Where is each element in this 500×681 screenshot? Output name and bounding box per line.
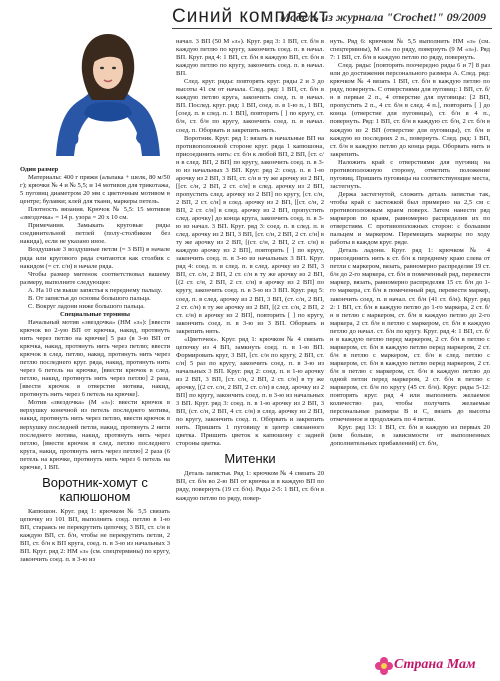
paragraph: Деталь ладони. Круг. ряд 1: крючком № 4 присоединить нить к ст. б/н к переднему краю слева от петли с маркером, вязать, равномерно распределяя 19 ст. б/н до 2-го маркера, ст. б/н в помеченный ряд, перевести маркер, вязать, равномерно распределяя 15 ст. б/н до 1-го маркера, ст. б/н в помеченный ряд, перевести маркер, закончить соед. п. в начал. ст. б/н (41 ст. б/н). Круг. ряд 2: 1 ВП, ст. б/н в каждую петлю до 1-го маркера, 2 ст. б/н в петлю с маркером, ст. б/н в каждую петлю до 2-го маркера, 2 ст. б/н в петлю с маркером, ст. б/н в каждую петлю до начал. ст. б/н по кругу. Круг. ряд 4: 1 ВП, ст. б/н в каждую петлю перед маркером, 2 ст. б/н в петлю с маркером, ст. б/н в каждую петлю перед маркером, 2 ст. б/н в петлю с маркером, ст. б/н в след. петлю с маркером, ст. б/н в каждую петлю перед маркером, 2 ст. б/н в петлю с маркером, ст. б/н в каждую петлю до одной петли перед маркером, 2 ст. б/н в петлю с маркером, ст. б/н по кругу (45 ст. б/н). Круг. ряды 5-12: повторять круг. ряд 4 или выполнить желаемое количество раз, чтобы получить желаемые персональные размеры В и С, вязать до высоты отмеченное и продолжать по 4 петли.	[330, 247, 490, 424]
text-column-1	[20, 166, 170, 676]
paragraph: Круг. ряд 13: 1 ВП, ст. б/н в каждую из первых 20 (или больше, в зависимости от выполненных дополнительных прибавлений) ст. б/н,	[330, 424, 490, 448]
paragraph: Мотив «звездочка» (М «з»): ввести крючок в верхушку конечной из петель последнего мотива, накид, протянуть нить через петлю, ввести крючок в верхушку последней петли, накид, протянуть 2 нити последнего мотива, накид, протянуть нить через петлю, [ввести крючок в след. петлю последнего круга, накид, протянуть нить через петлю] 2 раза (6 петель на крючке, протянуть нить через 6 петель на крючке, 1 ВП.	[20, 399, 170, 471]
watermark-text: Страна Мам	[394, 657, 476, 672]
paragraph: Плотность вязания. Крючок № 5,5: 15 мотивов «звездочка» = 14 р. узора = 20 х 10 см.	[20, 206, 170, 222]
section-heading-collar: Воротник-хомут с капюшоном	[42, 474, 148, 504]
paragraph: начал. 3 ВП (50 М «з»). Круг. ряд 3: 1 ВП, ст. б/н в каждую петлю по кругу, закончить соед. п. в начал. ВП. Круг. ряд 4: 1 ВП, ст. б/н в каждую ВП, ст. б/н в каждую петлю по кругу, закончить соед. п. в начал. ВП.	[176, 38, 324, 78]
paragraph: В. От запястья до основы большого пальца.	[28, 294, 151, 302]
paragraph: С. Вокруг ладони ниже большого пальца.	[28, 302, 145, 310]
page-title: Синий комплект	[172, 6, 329, 27]
model-photo	[34, 28, 172, 156]
paragraph: Деталь запястья. Ряд 1: крючком № 4 связать 20 ВП, ст. б/н во 2-ю ВП от крючка и в каждую ВП по ряду, повернуть (19 ст. б/н). Ряды 2-5: 1 ВП, ст. б/н в каждую петлю по ряду, повер-	[176, 470, 324, 502]
paragraph: Примечания. Замыкать круговые ряды соединительной петлей (полу-столбиком без накида), если не указано иное.	[20, 222, 170, 246]
paragraph: «Цветочек». Круг. ряд 1: крючком № 4 связать цепочку из 4 ВП, замкнуть соед. п. в 1-ю ВП. Формировать круг, 3 ВП, [ст. с/н по кругу, 2 ВП, ст. с/н] 5 раз по кругу, закончить соед. п. в 3-ю из начальных 3 ВП. Круг. ряд 2: соед. п. в 1-ю арочку из 2 ВП, 3 ВП, [ст. с/н, 2 ВП, 2 ст. с/н] в ту же арочку, [(2 ст. с/н, 2 ВП, 2 ст. с/н) в след. арочку из 2 ВП] по кругу, закончить соед. п. в 3-ю из начальных 3 ВП. Круг. ряд 3: соед. п. в 1-ю арочку из 2 ВП, 3 ВП, (ст. с/н, 2 ВП, 4 ст. с/н) в след. арочку из 2 ВП, по кругу, закончить соед. п. Оборвать и закрепить нить. Пришить 1 пуговицу в центр связанного цветка. Пришить цветок к капюшону с задней стороны цветка.	[176, 335, 324, 448]
paragraph: Чтобы размер митенок соответствовал вашему размеру, выполните следующее:	[20, 270, 170, 286]
section-heading-mittens: Митенки	[224, 451, 276, 467]
special-terms-heading: Специальные термины	[59, 310, 131, 318]
text-column-2	[176, 38, 324, 676]
paragraph: След. ряды: [повторять поочередно ряды 6 и 7] 8 раз или до достижения персонального размера А. След. ряд: крючком № 4 вязать 1 ВП, ст. б/н в каждую петлю по ряду, повернуть. С отверстиями для пуговиц: 1 ВП, ст. б/н в первые 2 п., 4 отверстие для пуговицы: [2 ВП, пропустить 2 п., 4 ст. б/н в след. 4 п.], повторить [ ] до конца (отверстие для пуговицы), ст. б/н в 4 п., повернуть. Ряд: 1 ВП, ст. б/н в каждую ст. б/н, 2 ст. б/н в каждую из 2 ВП (отверстие для пуговицы), ст. б/н в каждую из последних 2 п., повернуть. След. ряд: 1 ВП, ст. б/н в каждую петлю до конца ряда. Оборвать нить и закрепить.	[330, 62, 490, 158]
site-watermark	[372, 654, 496, 678]
header-rule	[172, 28, 492, 29]
paragraph: Воротник. Круг. ряд 1: вязать в начальные ВП на противоположной стороне круг. ряда 1 капюшона, присоединить нить: ст. б/н к любой ВП, 2 ВП, [ст. с/н в след. ВП, 2 ВП] по кругу, закончить соед. п. в 3-ю из начальных 3 ВП. Круг. ряд 2: соед. п. в 1-ю арочку из 2 ВП, 3 ВП, ст. с/н в ту же арочку из 2 ВП, [[ст. с/н, 2 ВП, 2 ст. с/н] в след. арочку из 2 ВП, пропустить след. арочку из 2 ВП] по кругу, [ст. с/н, 2 ВП, 2 ст. с/н] в след. арочку из 2 ВП, [[ст. с/н, 2 ВП, 2 ст. с/н] в след. арочку из 2 ВП, пропустить след. арочку] до конца круга, закончить соед. п. в 3-ю из начал. 3 ВП. Круг. ряд 3: соед. п. в след. п. в след. арочку из 2 ВП, 3 ВП, [ст. с/н, 2 ВП, 2 ст. с/н] в ту же арочку из 2 ВП, [(ст. с/н, 2 ВП, 2 ст. с/н) в каждую арочку из 2 ВП], повторить [ ] по кругу, закончить соед. п. в 3-ю из начальных 3 ВП. Круг. ряд 4: соед. п. в след. п. в след. арочку из 2 ВП, 3 ВП, ст. с/н, 2 ВП, 2 ст. с/н в ту же арочку из 2 ВП, [(2 ст. с/н, 2 ВП, 2 ст. с/н) в арочку из 2 ВП] по кругу, закончить соед. п. в 3-ю из 3 ВП. Круг. ряд 5: соед. п. в след. арочку из 2 ВП, 3 ВП, (ст. с/н, 2 ВП, 2 ст. с/н) в ту же арочку из 2 ВП, [(2 ст. с/н, 2 ВП, 2 ст. с/н) в арочку из 2 ВП], повторить [ ] по кругу, закончить соед. п. в 3-ю из 3 ВП. Оборвать и закрепить нить.	[176, 134, 324, 335]
paragraph: Капюшон. Круг. ряд 1: крючком № 5,5 связать цепочку из 101 ВП, выполнить соед. петлю в 1-ю ВП, стараясь не перекрутить цепочку, 3 ВП, ст. с/н в каждую ВП, ст. б/н, чтобы не перекрутить петли, 2 ВП, ст. б/н к ВП круга, соед. п. в 3-ю из начальных 3 ВП. Круг. ряд 2: НМ «з» (см. спецтермины) по кругу, закончить соед. п. в 3-ю из	[20, 507, 170, 564]
paragraph: Материалы: 400 г пряжи (альпака + шелк, 80 м/50 г); крючки № 4 и № 5,5; и 14 мотивов для трикотажа, 5 пуговиц диаметром 20 мм с цветочным мотивом в центре; булавки; клей для ткани, маркеры петель.	[20, 174, 170, 206]
paragraph: Держа застегнутой, сложить деталь запястья так, чтобы край с застежкой был примерно на 2,5 см с противоположным краем поверх. Затем нанести ряд маркеров по краям, равномерно распределив их по отверстиям. С противоположных сторон: с большим пальцем и маркером. Перемещать маркеры по ходу работы в каждом круг. ряде.	[330, 190, 490, 247]
magazine-source: Модель из журнала "Crochet!" 09/2009	[279, 10, 486, 24]
flower-icon	[374, 656, 394, 676]
size-heading: Один размер	[20, 166, 59, 173]
paragraph: нуть. Ряд 6: крючком № 5,5 выполнить НМ «з» (см. спецтермины), М «з» по ряду, повернуть (9 М «з»). Ряд 7: 1 ВП, ст. б/н в каждую петлю по ряду, повернуть.	[330, 38, 490, 62]
paragraph: Начальный мотив «звездочка» (НМ «з»): [ввести крючок во 2-ую ВП от крючка, накид, протянуть нить через петлю на крючке] 5 раз (в 3-ю ВП от крючка, накид, протянуть нить через петлю; ввести крючок в след. петлю, накид, протянуть нить через петлю последнего круг. ряда, накид, протянуть нить через 6 петель на крючке, [ввести крючок в след. петлю, накид, протянуть нить через петлю] 2 раза, [ввести крючок в отверстие мотива, накид, протянуть нить через 6 петель на крючке].	[20, 318, 170, 399]
text-column-3	[330, 38, 490, 676]
paragraph: Воздушные 3 воздушные петли (= 3 ВП) в начале ряда или кругового ряда считаются как столбик с накидом (= ст. с/н) в начале ряда.	[20, 246, 170, 270]
paragraph: След. круг. ряды: повторять круг. ряды 2 и 3 до высоты 41 см от начала. След. ряд: 1 ВП, ст. б/н в каждую петлю круга, закончить соед. п. в начал. ВП. Послед. круг. ряд: 1 ВП, соед. п. в 1-ю п., 1 ВП, [соед. п. в след. п. 1 ВП], повторить [ ] по кругу, ст. б/н, ст. б/н по кругу, закончить соед. п. в начал. соед. п. Оборвать и закрепить нить.	[176, 78, 324, 134]
paragraph: А. На 10 см выше запястья к переднему пальцу.	[28, 286, 163, 294]
paragraph: Наложить край с отверстиями для пуговиц на противоположную сторону, отметить положение пуговиц. Пришить пуговицы на соответствующие места, застегнуть.	[330, 158, 490, 190]
